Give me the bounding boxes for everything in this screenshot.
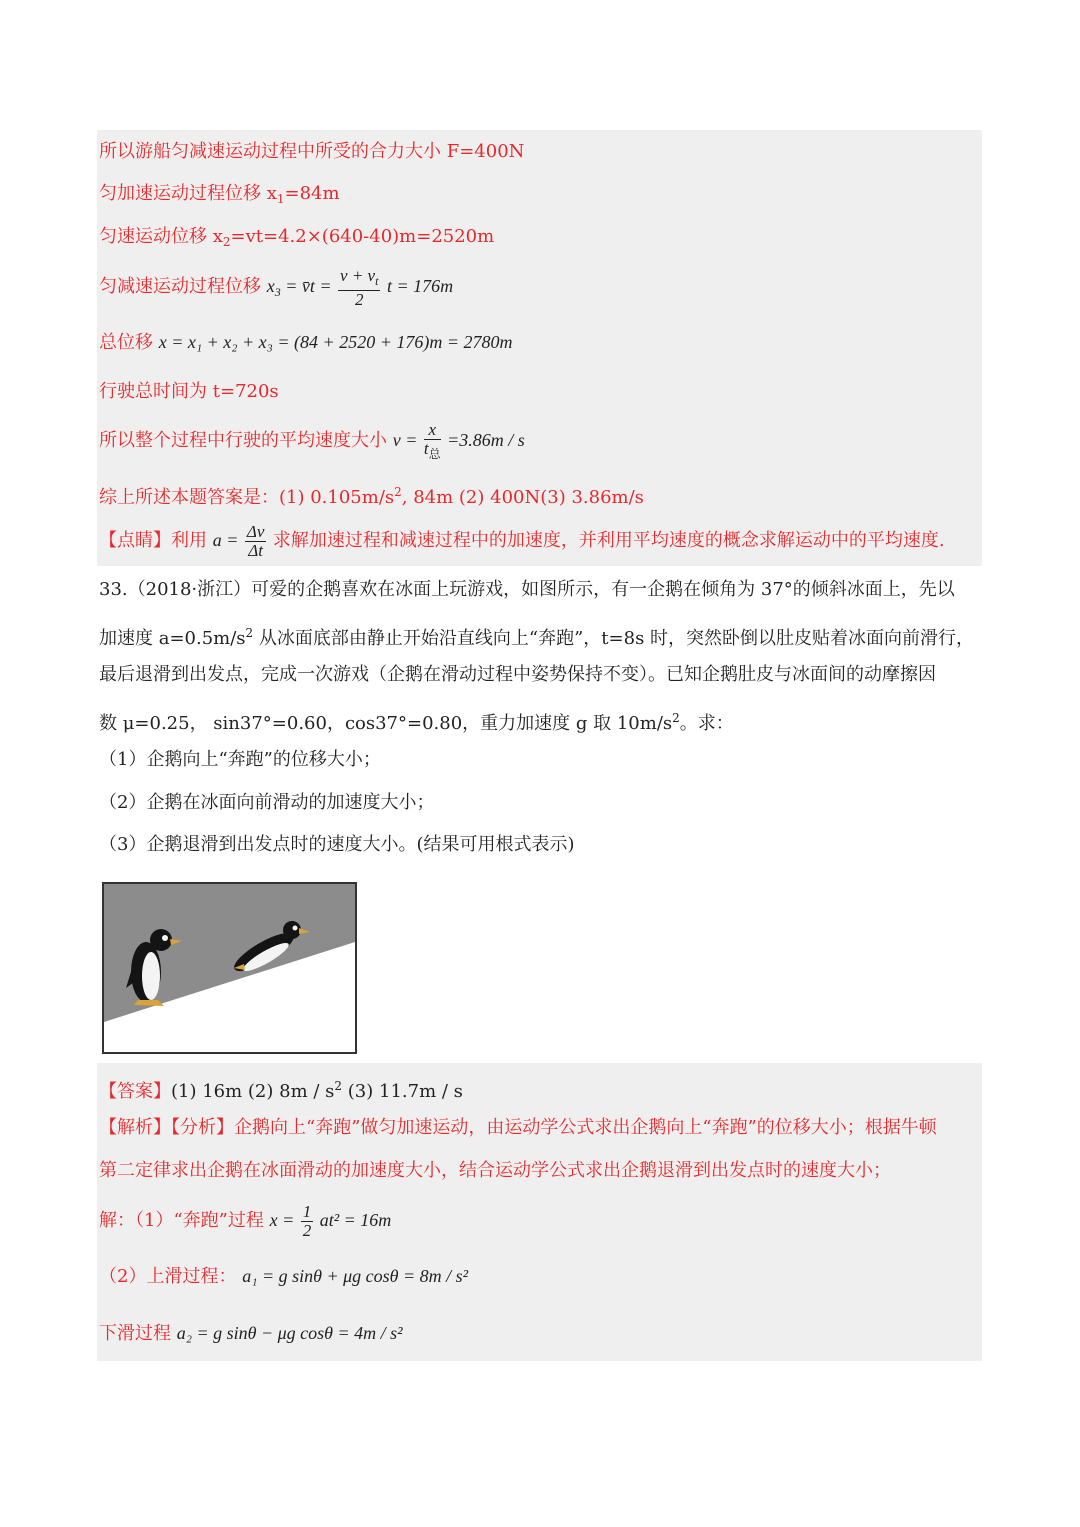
- solution-line-avg-v: [99, 417, 525, 464]
- question-constants-suffix: 。求：: [679, 713, 734, 734]
- run-step-x: x =: [269, 1210, 295, 1230]
- summary-suffix: , 84m (2) 400N(3) 3.86m/s: [401, 487, 644, 508]
- up-slide-label: （2）上滑过程：: [99, 1266, 237, 1287]
- run-step-label: 解：（1）“奔跑”过程: [99, 1210, 264, 1231]
- answer-part-1-sup: 2: [334, 1079, 343, 1093]
- answer-line: [99, 1073, 463, 1105]
- question-constants-sup: 2: [672, 711, 680, 725]
- hint-text-1: 利用: [171, 530, 207, 551]
- x3-denominator: 2: [354, 289, 364, 309]
- analysis-line-2: 第二定律求出企鹅在冰面滑动的加速度大小，结合运动学公式求出企鹅退滑到出发点时的速度大小；: [99, 1160, 891, 1181]
- solution-line-x3: [99, 263, 453, 315]
- hint-numerator: Δv: [246, 522, 265, 542]
- total-x-formula: x = x₁ + x₂ + x₃ = (84 + 2520 + 176)m = 2780m: [158, 332, 513, 352]
- x1-label: 匀加速运动过程位移 x: [99, 183, 277, 204]
- hint-text-2: 求解加速过程和减速过程中的加速度，并利用平均速度的概念求解运动中的平均速度.: [272, 530, 945, 551]
- x3-formula: [266, 265, 454, 309]
- solution-line-total-x: [99, 329, 512, 356]
- x2-value: =vt=4.2×(640-40)m=2520m: [230, 226, 495, 247]
- analysis-tag: 【解析】【分析】: [99, 1117, 234, 1138]
- question-accel-sup: 2: [245, 626, 254, 640]
- question-accel-text: 加速度 a=0.5m/s: [99, 628, 246, 649]
- x3-numerator-sub: t: [375, 273, 379, 288]
- hint-fraction: [245, 523, 267, 560]
- penguin-illustration: [104, 884, 355, 1052]
- avg-v-fraction: [424, 421, 441, 463]
- x3-eq: = v̄t =: [285, 276, 332, 296]
- analysis-down-slide: [99, 1320, 403, 1347]
- up-slide-formula: a₁ = g sinθ + μg cosθ = 8m / s²: [242, 1266, 469, 1286]
- question-sub-3: （3）企鹅退滑到出发点时的速度大小。(结果可用根式表示): [99, 834, 575, 855]
- question-line-4: [99, 705, 734, 737]
- answer-part-2: (3) 11.7m / s: [342, 1081, 463, 1102]
- x1-value: =84m: [284, 183, 340, 204]
- run-step-fraction: [301, 1203, 314, 1240]
- x2-subscript: 2: [222, 235, 231, 249]
- solution-line-summary: [99, 479, 644, 511]
- question-sub-2: （2）企鹅在冰面向前滑动的加速度大小；: [99, 792, 435, 813]
- total-x-label: 总位移: [99, 332, 153, 353]
- question-constants-text: 数 μ=0.25， sin37°=0.60，cos37°=0.80，重力加速度 g 取 10m/s: [99, 713, 673, 734]
- avg-v-symbol: v =: [392, 430, 418, 450]
- run-step-result: at² = 16m: [319, 1210, 392, 1230]
- question-line-1: 33.（2018·浙江）可爱的企鹅喜欢在冰面上玩游戏，如图所示，有一企鹅在倾角为 37°的倾斜冰面上，先以: [99, 579, 955, 600]
- x3-numerator: v + v: [340, 265, 376, 285]
- penguin-figure: [102, 882, 357, 1054]
- avg-v-formula: [392, 419, 525, 461]
- analysis-run-step: [99, 1197, 391, 1244]
- question-line-2: [99, 620, 974, 652]
- question-sub-1: （1）企鹅向上“奔跑”的位移大小；: [99, 749, 381, 770]
- summary-prefix: 综上所述本题答案是：(1) 0.105m/s: [99, 487, 395, 508]
- analysis-text-1: 企鹅向上“奔跑”做匀加速运动，由运动学公式求出企鹅向上“奔跑”的位移大小；根据牛顿: [234, 1117, 937, 1138]
- avg-v-denominator: t: [423, 438, 429, 458]
- solution-line-x1: [99, 181, 340, 212]
- answer-values: [171, 1081, 463, 1102]
- analysis-up-slide: [99, 1263, 468, 1290]
- hint-tag: 【点睛】: [99, 530, 171, 551]
- run-step-denominator: 2: [302, 1221, 312, 1241]
- down-slide-label: 下滑过程: [99, 1323, 171, 1344]
- summary-superscript: 2: [394, 485, 402, 499]
- x3-symbol: x: [266, 276, 275, 296]
- run-step-formula: [269, 1202, 392, 1241]
- x3-label: 匀减速运动过程位移: [99, 276, 261, 297]
- question-line-2-rest: 从冰面底部由静止开始沿直线向上“奔跑”，t=8s 时，突然卧倒以肚皮贴着冰面向前滑行，: [253, 628, 975, 649]
- run-step-numerator: 1: [302, 1202, 312, 1222]
- avg-v-numerator: x: [424, 421, 441, 440]
- analysis-line-1: [99, 1115, 937, 1141]
- x2-label: 匀速运动位移 x: [99, 226, 223, 247]
- solution-line-x2: [99, 224, 494, 255]
- x3-result: t = 176m: [386, 276, 454, 296]
- hint-denominator: Δt: [248, 541, 263, 561]
- avg-v-result: =3.86m / s: [447, 430, 525, 450]
- solution-line-hint: [99, 517, 945, 564]
- avg-v-label: 所以整个过程中行驶的平均速度大小: [99, 430, 387, 451]
- avg-v-denominator-sub: 总: [428, 446, 441, 461]
- answer-part-1: (1) 16m (2) 8m / s: [171, 1081, 335, 1102]
- x3-fraction: [338, 267, 380, 309]
- down-slide-formula: a₂ = g sinθ − μg cosθ = 4m / s²: [176, 1323, 403, 1343]
- solution-line-total-t: 行驶总时间为 t=720s: [99, 381, 279, 402]
- solution-line-force: 所以游船匀减速运动过程中所受的合力大小 F=400N: [99, 141, 525, 162]
- x3-subscript: 3: [274, 285, 281, 299]
- question-line-3: 最后退滑到出发点，完成一次游戏（企鹅在滑动过程中姿势保持不变）。已知企鹅肚皮与冰面间的动摩擦因: [99, 664, 936, 685]
- hint-a-symbol: a =: [212, 530, 239, 550]
- x1-subscript: 1: [276, 192, 285, 206]
- answer-tag: 【答案】: [99, 1081, 171, 1102]
